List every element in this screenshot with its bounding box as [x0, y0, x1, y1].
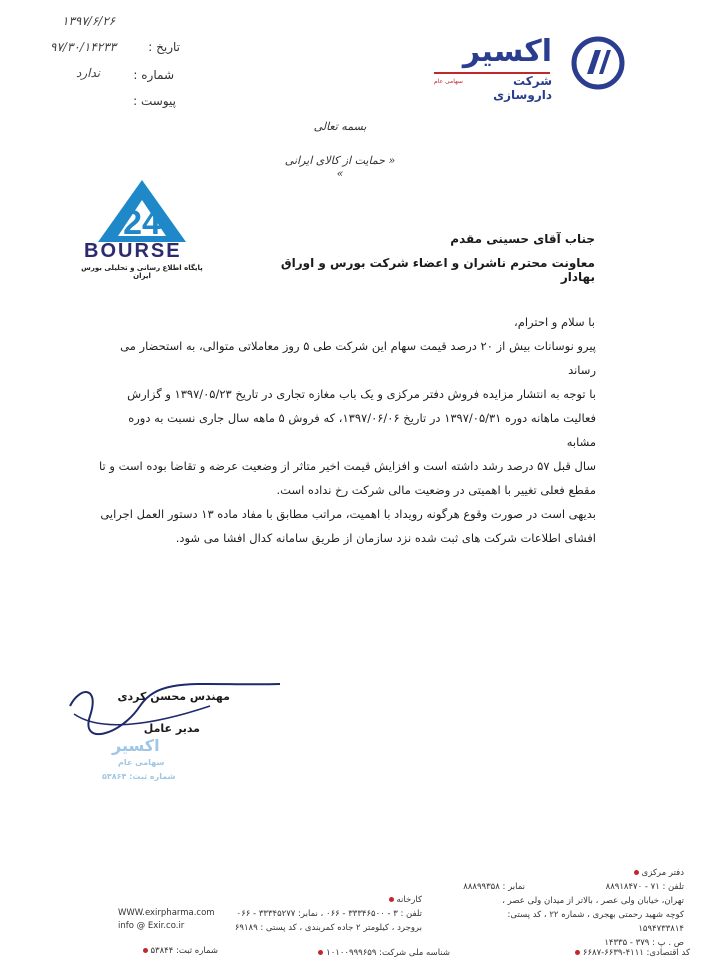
signer-title: مدیر عامل: [143, 722, 200, 735]
footer-email[interactable]: info @ Exir.co.ir: [118, 921, 185, 931]
hq-phone: تلفن : ۷۱ - ۸۸۹۱۸۴۷۰: [605, 882, 684, 892]
factory-addr: بروجرد ، کیلومتر ۲ جاده کمربندی ، کد پستی : ۶۹۱۸۹: [234, 923, 422, 933]
footer-reg: [118, 944, 218, 958]
bullet-icon: [575, 950, 580, 955]
letter-line: پیرو نوسانات بیش از ۲۰ درصد قیمت سهام این شرکت طی ۵ روز معاملاتی متوالی، به استحضار می رساند: [120, 339, 596, 377]
attachment-label: پیوست :: [133, 94, 176, 108]
letter-body: [96, 334, 596, 550]
handwritten-date: ۱۳۹۷/۶/۲۶: [62, 14, 116, 28]
number-label: شماره :: [133, 68, 174, 82]
stamp-name: اکسیر: [112, 736, 160, 755]
company-stamp: [98, 718, 178, 788]
stamp-subtitle: سهامی عام: [118, 758, 165, 767]
exir-logo-tiny: سهامی عام: [434, 78, 463, 85]
bullet-icon: [634, 870, 639, 875]
date-label: تاریخ :: [148, 40, 180, 54]
econ-code: کد اقتصادی: ۴۱۱۱-۶۶۳۹-۶۶۸۷: [582, 948, 690, 958]
bourse-triangle-icon: [96, 178, 188, 244]
hq-fax: نمابر : ۸۸۸۹۹۳۵۸: [463, 882, 525, 892]
exir-logo-subtitle: شرکت داروسازی: [493, 74, 552, 102]
national-id: شناسه ملی شرکت: ۱۰۱۰۰۹۹۹۶۵۹: [326, 948, 450, 958]
slogan: « حمایت از کالای ایرانی »: [284, 154, 396, 180]
invocation: بسمه تعالی: [313, 120, 367, 133]
footer-hq: [460, 866, 684, 950]
hq-pobox: ص . پ : ۳۷۹ - ۱۴۳۳۵: [604, 938, 684, 948]
factory-title: کارخانه: [396, 895, 422, 905]
bullet-icon: [143, 948, 148, 953]
number-value: ندارد: [76, 66, 101, 80]
bullet-icon: [389, 897, 394, 902]
letter-line: با توجه به انتشار مزایده فروش دفتر مرکزی و یک باب مغازه تجاری در تاریخ ۱۳۹۷/۰۵/۲۳ و گزارش: [127, 387, 596, 401]
footer-econ-code: [490, 946, 690, 960]
recipient-title: معاونت محترم ناشران و اعضاء شرکت بورس و اوراق بهادار: [280, 256, 595, 284]
letter-line: مقطع فعلی تغییر با اهمیتی در وضعیت مالی شرکت رخ نداده است.: [276, 483, 596, 497]
bourse-logo-text: BOURSE: [84, 240, 182, 262]
exir-emblem-icon: [571, 36, 625, 90]
letter-line: سال قبل ۵۷ درصد رشد داشته است و افزایش قیمت اخیر متاثر از وضعیت عرضه و تقاضا بوده است و تا: [99, 459, 596, 473]
footer-factory: [222, 893, 422, 935]
bourse-logo-subtitle: پایگاه اطلاع رسانی و تحلیلی بورس ایران: [81, 264, 203, 280]
hq-title: دفتر مرکزی: [641, 868, 684, 878]
letter-line: افشای اطلاعات شرکت های ثبت شده نزد سازمان از طریق سامانه کدال افشا می شود.: [175, 531, 596, 545]
footer-national-id: [270, 946, 450, 960]
recipient-name: جناب آقای حسینی مقدم: [450, 232, 595, 246]
letter-line: بدیهی است در صورت وقوع هرگونه رویداد با اهمیت، مراتب مطابق با مفاد ماده ۱۳ دستور العمل اجرایی: [100, 507, 596, 521]
exir-logo-text: اکسیر: [462, 34, 552, 69]
hq-addr2: کوچه شهید رحمتی بهجری ، شماره ۲۲ ، کد پستی: ۱۵۹۴۷۳۳۸۱۴: [507, 910, 684, 934]
bullet-icon: [318, 950, 323, 955]
signer-name: مهندس محسن کردی: [117, 690, 230, 703]
hq-addr1: تهران، خیابان ولی عصر ، بالاتر از میدان ولی عصر ،: [502, 896, 684, 906]
stamp-reg: شماره ثبت: ۵۳۸۶۴: [102, 772, 176, 781]
bourse-number: 24: [123, 204, 161, 242]
greeting: با سلام و احترام،: [514, 315, 595, 329]
date-value: ۹۷/۳۰/۱۴۲۳۳: [50, 40, 117, 54]
factory-phone: تلفن : ۳ - ۳۳۳۴۶۵۰۰ - ۰۶۶ ، نمابر: ۳۳۳۴۵۲۷۷ - ۰۶۶: [236, 909, 422, 919]
reg-no: شماره ثبت: ۵۳۸۴۴: [150, 946, 218, 956]
footer-web[interactable]: WWW.exirpharma.com: [118, 908, 215, 918]
letter-line: فعالیت ماهانه دوره ۱۳۹۷/۰۵/۳۱ در تاریخ ۱۳۹۷/۰۶/۰۶، که فروش ۵ ماهه سال جاری نسبت به دوره مشابه: [128, 411, 596, 449]
